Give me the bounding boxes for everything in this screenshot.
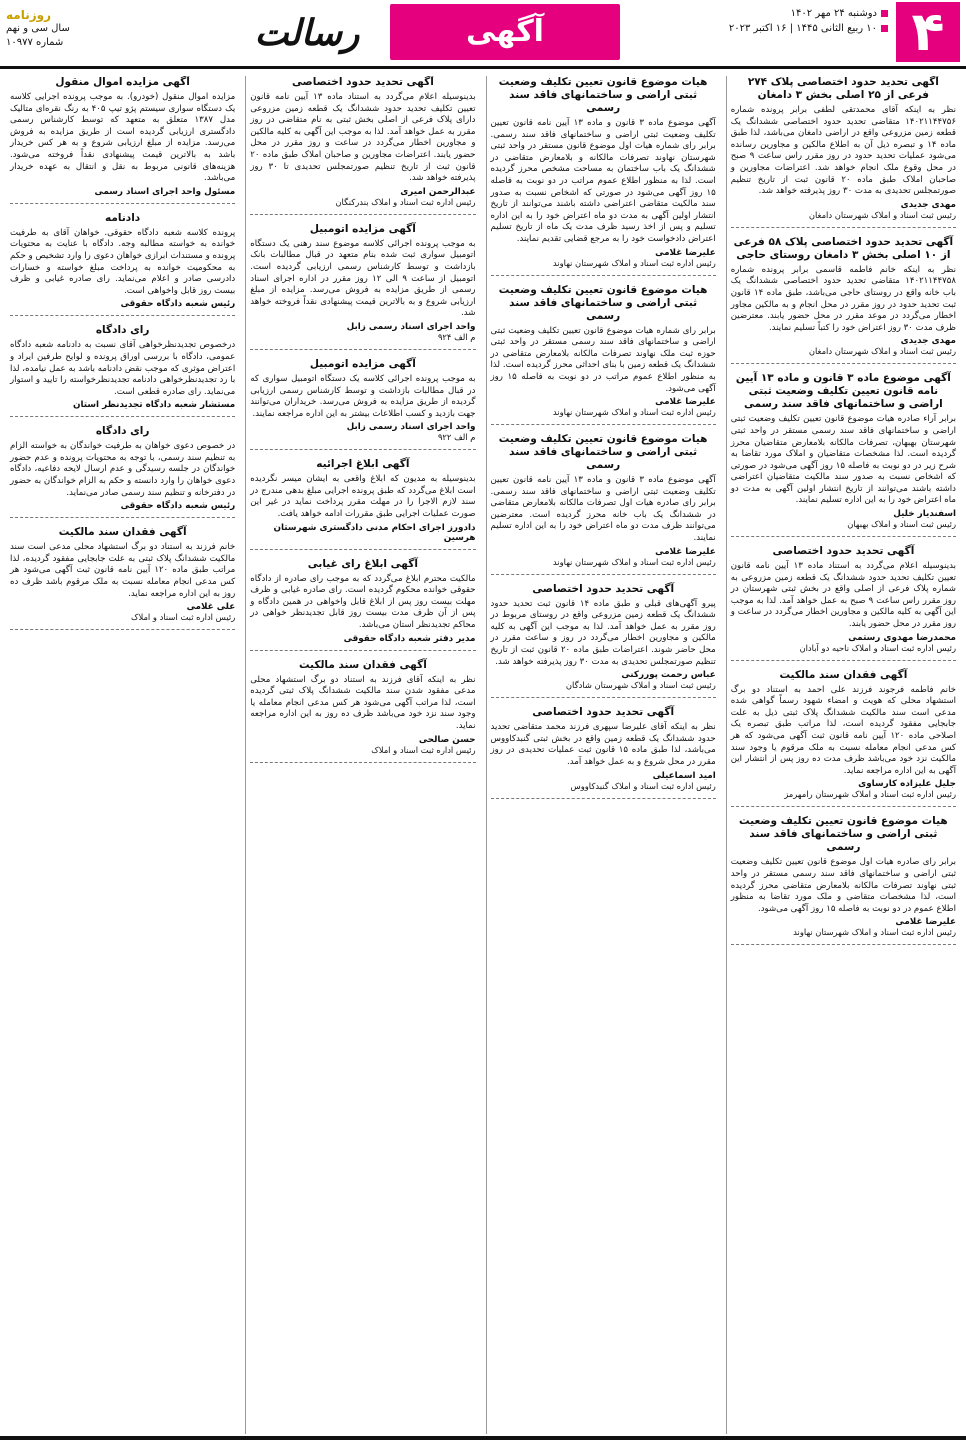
notice-column — [245, 76, 479, 1434]
notice-title: هیات موضوع قانون تعیین تکلیف وضعیت ثبتی اراضی و ساختمانهای فاقد سند رسمی — [498, 433, 708, 472]
notice — [10, 324, 235, 417]
notice-office: رئیس اداره ثبت اسناد و املاک شهرستان رامهرمز — [784, 789, 956, 800]
notice-title: رای دادگاه — [95, 324, 150, 337]
notice — [731, 545, 956, 661]
notice-title: آگهی فقدان سند مالکیت — [779, 668, 908, 681]
notice-body: نظر به اینکه خانم فاطمه قاسمی برابر پرونده شماره ۱۴۰۲۱۱۴۴۷۵۸ متقاضی تحدید حدود اختصاصی ششدانگ یک باب خانه واقع در روستای حاجی می‌باشد، طبق ماده ۱۴ قانون ثبت تحدید حدود در روز مقرر در محل انجام و به مالکین مجاور اخطار می‌گردد در موعد مقرر در محل حضور یابند. معترضین ظرف مدت ۳۰ روز اعتراض خود را کتباً تسلیم نمایند. — [730, 264, 956, 333]
notice-body: خانم فرزند به استناد دو برگ استشهاد محلی مدعی است سند مالکیت ششدانگ پلاک ثبتی به علت جابجایی مفقود گردیده، لذا مراتب طبق ماده ۱۲۰ آیین نامه قانون ثبت آگهی می‌شود هر کس مدعی انجام معامله نسبت به ملک مرقوم باشد ظرف ده روز به این اداره مراجعه نماید. — [10, 542, 236, 599]
notice — [491, 706, 716, 798]
notice-signature: علیرضا غلامی — [655, 546, 716, 557]
notice-column — [486, 76, 720, 1434]
notice — [731, 669, 956, 808]
notice — [491, 583, 716, 699]
notice-signature: مستشار شعبه دادگاه تجدیدنظر استان — [72, 400, 236, 411]
notice-columns — [6, 76, 960, 1434]
notice — [250, 358, 475, 450]
notice-signature: دادورز اجرای احکام مدنی دادگستری شهرستان هرسین — [273, 522, 476, 543]
notice — [10, 425, 235, 518]
notice-office: رئیس ثبت اسناد و املاک شهرستان دامغان — [808, 209, 956, 220]
date-line-1: دوشنبه ۲۴ مهر ۱۴۰۲ — [790, 8, 877, 19]
notice-body: نظر به اینکه آقای علیرضا سپهری فرزند محمد متقاضی تحدید حدود ششدانگ یک قطعه زمین واقع در بخش ثبتی گنبدکاووس می‌باشد، لذا طبق ماده ۱۵ قانون ثبت عملیات تحدیدی در روز مقرر در محل شروع و به عمل خواهد آمد. — [490, 722, 716, 767]
notice-signature: واحد اجرای اسناد رسمی زابل — [346, 321, 476, 332]
notice-title: هیات موضوع قانون تعیین تکلیف وضعیت ثبتی اراضی و ساختمانهای فاقد سند رسمی — [498, 76, 708, 114]
notice-signature: علیرضا غلامی — [655, 397, 716, 408]
notice-body: مزایده اموال منقول (خودرو). به موجب پرونده اجرایی کلاسه یک دستگاه سواری سیستم پژو تیپ ۴۰۵ به رنگ نقره‌ای متالیک مدل ۱۳۸۷ متعلق به متعهد که توسط کارشناس رسمی دادگستری ارزیابی گردیده است از طریق مزایده به فروش می‌رسد. مزایده از مبلغ ارزیابی شروع و به هر کس خریدار باشد به بالاترین قیمت پیشنهادی نقداً فروخته می‌شود. هزینه‌های قانونی مربوط به نقل و انتقال به عهده خریدار می‌باشد. — [10, 92, 236, 184]
notice-signature: محمدرضا مهدوی رستمی — [848, 632, 956, 643]
notice-body: پرونده کلاسه شعبه دادگاه حقوقی. خواهان آقای به طرفیت خوانده به خواسته مطالبه وجه. دادگاه با عنایت به محتویات پرونده و مستندات ابرازی خواهان دعوی را وارد تشخیص و حکم به محکومیت خوانده به پرداخت مبلغ خواسته و خسارات دادرسی صادر و اعلام می‌نماید. رای صادره غیابی و ظرف بیست روز قابل واخواهی است. — [10, 227, 236, 296]
date-block — [718, 6, 888, 36]
notice-signature: عباس رحمت پوررکنی — [621, 670, 716, 681]
issue-year: سال سی و نهم — [6, 23, 70, 34]
notice-body: بدینوسیله به مدیون که ابلاغ واقعی به ایشان میسر نگردیده است ابلاغ می‌گردد که طبق پرونده اجرایی مبلغ بدهی مندرج در سند لازم الاجرا را در مهلت مقرر پرداخت نماید در غیر این صورت عملیات اجرایی طبق مقررات ادامه خواهد یافت. — [250, 474, 476, 520]
notice-column — [6, 76, 239, 1434]
newspaper-logo: رسالت — [254, 12, 360, 54]
notice-office: رئیس اداره ثبت اسناد و املاک بندرکنگان — [335, 196, 476, 207]
notice-body: به موجب پرونده اجرائی کلاسه یک دستگاه اتومبیل سواری که در قبال مطالبات بازداشت و توسط کارشناس رسمی ارزیابی گردیده از طریق مزایده به فروش می‌رسد. خریداران می‌توانند جهت بازدید و کسب اطلاعات بیشتر به این اداره مراجعه نمایند. — [250, 373, 476, 419]
notice-signature: واحد اجرای اسناد رسمی زابل — [346, 422, 476, 433]
notice-body: به موجب پرونده اجرائی کلاسه موضوع سند رهنی یک دستگاه اتومبیل سواری ثبت شده بنام متعهد در قبال مطالبات بانک بازداشت و توسط کارشناس رسمی ارزیابی گردیده است. اتومبیل از ساعت ۹ الی ۱۲ روز مقرر در اداره اجرای اسناد رسمی از طریق مزایده به فروش می‌رسد. مزایده از مبلغ ارزیابی شروع و به بالاترین قیمت پیشنهادی نقداً فروخته خواهد شد. — [250, 238, 476, 319]
notice-title: آگهی تحدید حدود اختصاصی پلاک ۵۸ فرعی از ۱۰ اصلی بخش ۳ دامغان روستای حاجی — [733, 235, 954, 261]
notice-title: آگهی ابلاغ رای غیابی — [307, 557, 418, 570]
section-title: آگهی — [390, 4, 620, 60]
notice-signature: حسن صالحی — [418, 734, 476, 745]
notice-office: رئیس اداره ثبت اسناد و املاک شهرستان نهاوند — [552, 407, 716, 418]
notice — [10, 212, 235, 317]
notice-signature: امید اسماعیلی — [652, 770, 716, 781]
issue-number: شماره ۱۰۹۷۷ — [6, 37, 64, 48]
notice-title: آگهی تحدید حدود اختصاصی — [772, 545, 915, 558]
notice-office: م الف ۹۲۴ — [437, 331, 476, 342]
notice-title: آگهی تحدید حدود اختصاصی — [291, 76, 434, 88]
notice-title: هیات موضوع قانون تعیین تکلیف وضعیت ثبتی اراضی و ساختمانهای فاقد سند رسمی — [498, 283, 708, 322]
notice-title: آگهی تحدید حدود اختصاصی — [532, 582, 675, 595]
notice-signature: مهدی جدیدی — [900, 199, 956, 210]
notice-title: آگهی فقدان سند مالکیت — [58, 526, 187, 539]
masthead — [0, 0, 966, 69]
notice-office: رئیس اداره ثبت اسناد و املاک — [371, 744, 476, 755]
notice-signature: مسئول واحد اجرای اسناد رسمی — [94, 186, 236, 197]
notice-body: برابر رای شماره هیات موضوع قانون تعیین تکلیف وضعیت ثبتی اراضی و ساختمانهای فاقد سند رسمی مستقر در واحد ثبتی حوزه ثبت ملک نهاوند تصرفات مالکانه بلامعارض متقاضی در ششدانگ یک قطعه زمین با بنای احداثی محرز گردیده است. لذا به منظور اطلاع عموم مراتب در دو نوبت به فاصله ۱۵ روز آگهی می‌شود. — [490, 325, 716, 394]
notice-office: رئیس اداره ثبت اسناد و املاک — [130, 612, 236, 623]
notice-signature: علیرضا غلامی — [655, 247, 716, 258]
notice-office: رئیس ثبت اسناد و املاک بهبهان — [847, 519, 956, 530]
notice-signature: اسفندیار خلیل — [893, 509, 956, 520]
notice-body: آگهی موضوع ماده ۳ قانون و ماده ۱۳ آیین نامه قانون تعیین تکلیف وضعیت ثبتی اراضی و ساختمانهای فاقد سند رسمی. برابر رای صادره هیات اول تصرفات مالکانه بلامعارض متقاضی در ششدانگ یک باب خانه محرز گردیده است. معترضین می‌توانند ظرف مدت دو ماه اعتراض خود را به این اداره تسلیم نمایند. — [490, 475, 716, 544]
notice-title: آگهی تحدید حدود اختصاصی پلاک ۲۷۴ فرعی از ۲۵ اصلی بخش ۳ دامغان — [747, 76, 939, 101]
notice-body: بدینوسیله اعلام می‌گردد به استناد ماده ۱۳ آیین نامه قانون تعیین تکلیف تحدید حدود ششدانگ یک قطعه زمین مزروعی به شماره پلاک فرعی از اصلی واقع در بخش ثبتی شهرستان در روز مقرر راس ساعت ۹ صبح به عمل خواهد آمد. لذا به موجب این آگهی به کلیه مالکین و مجاورین اخطار می‌گردد در ساعت و روز مقرر در محل حضور یابند. — [730, 561, 957, 630]
notice-title: آگهی فقدان سند مالکیت — [298, 658, 427, 671]
notice — [491, 433, 716, 575]
footer-rule — [0, 1436, 966, 1440]
notice — [731, 236, 956, 365]
notice-body: درخصوص تجدیدنظرخواهی آقای نسبت به دادنامه شعبه دادگاه عمومی، دادگاه با بررسی اوراق پرونده و لوایح طرفین ایراد و اعتراض موثری که موجب نقض دادنامه باشد به عمل نیامده، لذا با رد تجدیدنظرخواهی دادنامه تجدیدنظرخواسته را تایید و استوار می‌نماید. رای صادره قطعی است. — [10, 340, 236, 397]
notice — [10, 526, 235, 630]
notice — [731, 372, 956, 537]
page-number: ۴ — [896, 2, 960, 62]
notice-body: در خصوص دعوی خواهان به طرفیت خواندگان به خواسته الزام به تنظیم سند رسمی، با توجه به محتویات پرونده و عدم حضور خواندگان در جلسه رسیدگی و عدم ارسال لایحه دفاعیه، دادگاه دعوی خواهان را وارد دانسته و حکم به الزام خواندگان به حضور در دفترخانه و تنظیم سند رسمی صادر می‌نماید. — [10, 441, 236, 498]
notice — [250, 223, 475, 350]
notice-title: آگهی موضوع ماده ۳ قانون و ماده ۱۳ آیین نامه قانون تعیین تکلیف وضعیت ثبتی اراضی و ساختمانهای فاقد سند رسمی — [735, 372, 951, 411]
notice-signature: علی غلامی — [186, 602, 236, 613]
bullet-square-icon — [881, 25, 888, 32]
notice-office: م الف ۹۲۲ — [437, 432, 476, 443]
notice — [731, 815, 956, 945]
notice-signature: رئیس شعبه دادگاه حقوقی — [120, 299, 236, 310]
notice-office: رئیس ثبت اسناد و املاک شهرستان شادگان — [565, 680, 716, 691]
notice-body: برابر آراء صادره هیات موضوع قانون تعیین تکلیف وضعیت ثبتی اراضی و ساختمانهای فاقد سند رسمی مستقر در واحد ثبتی شهرستان بهبهان، تصرفات مالکانه بلامعارض متقاضیان محرز گردیده است. لذا مشخصات متقاضیان و املاک مورد تقاضا به شرح زیر در دو نوبت به فاصله ۱۵ روز آگهی می‌شود در صورتی که اشخاص نسبت به صدور سند مالکیت متقاضیان اعتراضی داشته باشند می‌توانند از تاریخ انتشار اولین آگهی به مدت دو ماه اعتراض خود را به این اداره تسلیم نمایند. — [730, 414, 956, 506]
notice — [491, 284, 716, 426]
notice-office: رئیس اداره ثبت اسناد و املاک شهرستان نهاوند — [552, 257, 716, 268]
notice-signature: عبدالرحمن امیری — [400, 186, 476, 197]
notice-column — [726, 76, 960, 1434]
notice-office: رئیس اداره ثبت اسناد و املاک شهرستان نهاوند — [552, 556, 716, 567]
notice-signature: مدیر دفتر شعبه دادگاه حقوقی — [343, 633, 476, 644]
notice-title: دادنامه — [105, 211, 141, 224]
notice — [491, 76, 716, 276]
notice — [250, 558, 475, 651]
issue-info — [6, 8, 156, 58]
date-line-2: ۱۰ ربیع الثانی ۱۴۴۵ | ۱۶ اکتبر ۲۰۲۳ — [728, 23, 877, 34]
notice — [250, 659, 475, 763]
notice-title: آگهی مزایده اتومبیل — [309, 222, 416, 235]
notice-body: پیرو آگهی‌های قبلی و طبق ماده ۱۴ قانون ثبت تحدید حدود ششدانگ یک قطعه زمین مزروعی واقع در روستای مربوط در روز مقرر به عمل خواهد آمد. لذا به موجب این آگهی به کلیه مالکین و مجاورین اخطار می‌گردد در روز و ساعت مقرر در محل حاضر شوند. اعتراضات طبق ماده ۲۰ قانون ثبت از تاریخ تنظیم صورتمجلس تحدیدی به مدت ۳۰ روز پذیرفته خواهد شد. — [490, 598, 716, 667]
notice-title: آگهی تحدید حدود اختصاصی — [532, 706, 675, 719]
notice-office: رئیس اداره ثبت اسناد و املاک شهرستان نهاوند — [793, 927, 956, 938]
notice-body: مالکیت محترم ابلاغ می‌گردد که به موجب رای صادره از دادگاه حقوقی خوانده محکوم گردیده است. رای صادره غیابی و ظرف مهلت بیست روز پس از ابلاغ قابل واخواهی در همین دادگاه و پس از آن ظرف مدت بیست روز قابل تجدیدنظر خواهی در محاکم تجدیدنظر استان می‌باشد. — [250, 573, 476, 631]
notice-office: رئیس اداره ثبت اسناد و املاک ناحیه دو آبادان — [799, 642, 956, 653]
notice — [731, 76, 956, 228]
notice-signature: علیرضا غلامی — [895, 917, 956, 928]
notice-signature: جلیل علیزاده کارساوی — [858, 779, 956, 790]
notice — [10, 76, 235, 204]
notice-office: رئیس ثبت اسناد و املاک شهرستان دامغان — [808, 346, 956, 357]
notice — [250, 458, 475, 549]
notice-title: رای دادگاه — [95, 425, 150, 438]
notice — [250, 76, 475, 215]
notice-signature: رئیس شعبه دادگاه حقوقی — [120, 501, 236, 512]
notice-body: نظر به اینکه آقای محمدتقی لطفی برابر پرونده شماره ۱۴۰۲۱۱۴۴۷۵۶ متقاضی تحدید حدود اختصاصی ششدانگ یک قطعه زمین مزروعی واقع در اراضی دامغان می‌باشد، لذا طبق ماده ۱۴ و تبصره ذیل آن به اطلاع مالکین و مجاورین رسانده می‌شود عملیات تحدید حدود در روز مقرر راس ساعت ۹ صبح در محل وقوع ملک انجام خواهد شد. اعتراضات مجاورین و صاحبان املاک طبق ماده ۲۰ قانون ثبت از تاریخ تنظیم صورتمجلس تحدیدی به مدت ۳۰ روز پذیرفته خواهد شد. — [730, 105, 956, 197]
notice-title: آگهی ابلاغ اجرائیه — [316, 458, 410, 471]
notice-title: آگهی مزایده اموال منقول — [55, 76, 190, 88]
notice-office: رئیس اداره ثبت اسناد و املاک گنبدکاووس — [570, 780, 716, 791]
notice-body: خانم فاطمه فرجوند فرزند علی احمد به استناد دو برگ استشهاد محلی که هویت و امضاء شهود رسماً گواهی شده مدعی است سند مالکیت ششدانگ پلاک ثبتی ذیل به علت جابجایی مفقود گردیده است، لذا مراتب طبق تبصره یک اصلاحی ماده ۱۲۰ آیین نامه قانون ثبت آگهی می‌شود که هر کس مدعی انجام معامله نسبت به ملک مرقوم یا وجود سند مالکیت نزد خود می‌باشد ظرف مدت ده روز پس از انتشار این آگهی به این اداره مراجعه نماید. — [730, 684, 956, 776]
notice-body: بدینوسیله اعلام می‌گردد به استناد ماده ۱۳ آیین نامه قانون تعیین تکلیف تحدید حدود ششدانگ یک قطعه زمین مزروعی دارای پلاک فرعی از اصلی بخش ثبتی به نام متقاضی در روز مقرر به عمل خواهد آمد. لذا به موجب این آگهی به کلیه مالکین و مجاورین اخطار می‌گردد در ساعت و روز مقرر در محل حضور یابند. اعتراضات مجاورین و صاحبان املاک طبق ماده ۲۰ قانون ثبت از تاریخ تنظیم صورتمجلس تحدیدی تا ۳۰ روز پذیرفته خواهد شد. — [250, 92, 476, 184]
notice-body: آگهی موضوع ماده ۳ قانون و ماده ۱۳ آیین نامه قانون تعیین تکلیف وضعیت ثبتی اراضی و ساختمانهای فاقد سند رسمی. برابر رای شماره هیات اول موضوع قانون مستقر در واحد ثبتی شهرستان نهاوند تصرفات مالکانه و بلامعارض متقاضی در ششدانگ یک باب ساختمان به مساحت مشخص محرز گردیده است. لذا به منظور اطلاع عموم مراتب در دو نوبت به فاصله ۱۵ روز آگهی می‌شود در صورتی که اشخاص نسبت به صدور سند مالکیت متقاضی اعتراضی داشته باشند می‌توانند از تاریخ انتشار اولین آگهی به مدت دو ماه اعتراض خود را به این اداره تسلیم و پس از اخذ رسید ظرف مدت یک ماه از تاریخ تسلیم اعتراض دادخواست خود را به مرجع قضایی تقدیم نمایند. — [490, 118, 716, 244]
issue-brand: روزنامه — [6, 8, 51, 22]
notice-title: آگهی مزایده اتومبیل — [309, 357, 416, 370]
bullet-square-icon — [881, 10, 888, 17]
notice-body: برابر رای صادره هیات اول موضوع قانون تعیین تکلیف وضعیت ثبتی اراضی و ساختمانهای فاقد سند رسمی مستقر در واحد ثبتی نهاوند تصرفات مالکانه بلامعارض متقاضی محرز گردیده است، لذا مشخصات متقاضی و ملک مورد تقاضا به منظور اطلاع عموم در دو نوبت به فاصله ۱۵ روز آگهی می‌شود. — [730, 857, 956, 914]
notice-signature: مهدی جدیدی — [900, 336, 956, 347]
notice-title: هیات موضوع قانون تعیین تکلیف وضعیت ثبتی اراضی و ساختمانهای فاقد سند رسمی — [739, 815, 948, 854]
notice-body: نظر به اینکه آقای فرزند به استناد دو برگ استشهاد محلی مدعی مفقود شدن سند مالکیت ششدانگ پلاک ثبتی گردیده است، لذا مراتب آگهی می‌شود هر کس مدعی انجام معامله یا وجود سند نزد خود می‌باشد ظرف ده روز به این اداره مراجعه نماید. — [250, 674, 476, 731]
